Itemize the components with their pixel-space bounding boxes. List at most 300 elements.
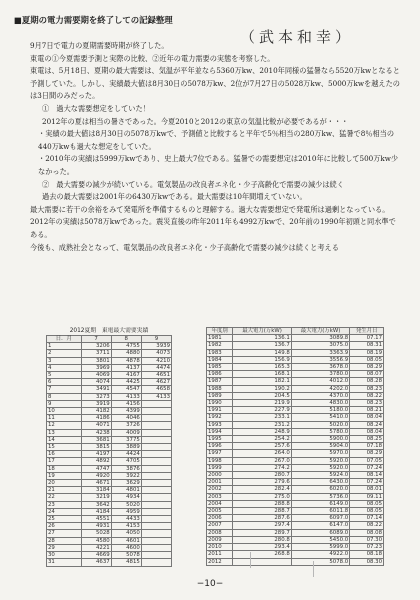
table-cell: 3491 [81, 386, 111, 393]
table-row [207, 450, 384, 457]
table-cell: 3363.9 [291, 349, 349, 356]
table-cell: 29 [47, 544, 82, 551]
table-cell: 297.4 [233, 522, 291, 529]
table-row [207, 479, 384, 486]
table-row [47, 487, 172, 494]
table-cell: 4399 [111, 408, 141, 415]
table-cell: 1983 [207, 349, 233, 356]
table-cell: 4433 [111, 516, 141, 523]
table-row [47, 544, 172, 551]
table-cell: 08.29 [350, 450, 384, 457]
table-header-september: 9 [141, 336, 171, 343]
table-cell: 5999.0 [291, 544, 349, 551]
table-cell: 4182 [81, 408, 111, 415]
table-cell [141, 465, 171, 472]
table-row [47, 422, 172, 429]
annual-demand-table [206, 327, 384, 566]
table-row [47, 400, 172, 407]
table-cell [141, 458, 171, 465]
table-cell: 3184 [81, 487, 111, 494]
table-row [47, 408, 172, 415]
paragraph: 東電の①今夏需要予測と実際の比較、②近年の電力需要の実態を考察した。 [30, 53, 275, 63]
table-cell: 3089.8 [291, 335, 349, 342]
table-cell [141, 559, 171, 566]
table-cell: 4133 [141, 393, 171, 400]
table-cell: 4221 [81, 544, 111, 551]
table-cell [141, 487, 171, 494]
table-cell: 4424 [111, 451, 141, 458]
table-row [207, 515, 384, 522]
table-cell: 2008 [207, 529, 233, 536]
table-cell: 3919 [81, 400, 111, 407]
table-cell: 4959 [111, 508, 141, 515]
table-cell: 21 [47, 487, 82, 494]
table-cell: 24 [47, 508, 82, 515]
table-cell: 254.2 [233, 436, 291, 443]
table-row [207, 508, 384, 515]
table-cell: 136.1 [233, 335, 291, 342]
table-row [47, 472, 172, 479]
table-row [207, 392, 384, 399]
table-cell: 6089.0 [291, 529, 349, 536]
table-cell: 267.0 [233, 457, 291, 464]
table-row [47, 465, 172, 472]
table-cell: 4801 [111, 487, 141, 494]
table-cell: 5028 [81, 530, 111, 537]
scan-mark [313, 561, 314, 577]
table-row [207, 342, 384, 349]
table-cell [141, 408, 171, 415]
table-cell: 279.6 [233, 479, 291, 486]
table-cell: 4671 [81, 480, 111, 487]
table-cell: 12 [47, 422, 82, 429]
table-cell: 08.28 [350, 378, 384, 385]
table-cell: 4551 [81, 516, 111, 523]
table-cell: 1995 [207, 436, 233, 443]
table-cell: 08.05 [350, 356, 384, 363]
table-cell: 233.1 [233, 414, 291, 421]
table-cell: 6 [47, 379, 82, 386]
table-row [207, 486, 384, 493]
table-cell: 5904.0 [291, 443, 349, 450]
table-cell: 6430.0 [291, 479, 349, 486]
table-cell: 6020.0 [291, 486, 349, 493]
table-cell [141, 444, 171, 451]
table-row [47, 537, 172, 544]
table-cell: 293.4 [233, 544, 291, 551]
table-cell: 08.05 [350, 500, 384, 507]
table-cell: 07.30 [350, 536, 384, 543]
table-cell: 08.23 [350, 400, 384, 407]
table-cell: 248.9 [233, 428, 291, 435]
table-cell: 5410.0 [291, 414, 349, 421]
table-cell: 5078.0 [291, 558, 349, 565]
table-cell [141, 508, 171, 515]
table-cell: 3801 [81, 357, 111, 364]
table-cell: 1982 [207, 342, 233, 349]
table-cell: 4547 [111, 386, 141, 393]
table-cell: 2001 [207, 479, 233, 486]
author-signature: （武本和幸） [240, 28, 355, 46]
table-row [207, 522, 384, 529]
table-row [207, 529, 384, 536]
section-heading: ② 最大需要の減少が続いている。電気製品の改良者エネ化・少子高齢化で需要の減少は続く [42, 179, 344, 189]
tables-area [46, 327, 384, 585]
table-row [207, 349, 384, 356]
bullet-paragraph: ・実績の最大値は8月30日の5078万kwで、予測値と比較すると平年で5％相当の280万kw、猛暑で8％相当の440万kwも過大な想定をしていた。 [38, 129, 395, 151]
table-cell: 282.4 [233, 486, 291, 493]
table-cell: 3642 [81, 501, 111, 508]
table-cell: 4137 [111, 364, 141, 371]
paragraph: 2012年の夏は相当の暑さであった。今夏2010と2012の東京の気温比較が必要であるが・・・ [42, 116, 349, 126]
table-row [207, 407, 384, 414]
table-cell: 4627 [141, 379, 171, 386]
table-cell [141, 501, 171, 508]
table-cell: 219.9 [233, 400, 291, 407]
paragraph: 今後も、成熟社会となって、電気製品の改良者エネ化・少子高齢化で需要の減少は続くと考える [30, 242, 339, 252]
table-cell: 20 [47, 480, 82, 487]
table-cell: 08.22 [350, 522, 384, 529]
table-cell: 4069 [81, 372, 111, 379]
table-cell: 2002 [207, 486, 233, 493]
table-cell: 1991 [207, 407, 233, 414]
table-cell: 3780.0 [291, 371, 349, 378]
table-row [207, 414, 384, 421]
table-cell: 4156 [111, 400, 141, 407]
annual-demand-table-box [206, 327, 384, 585]
table-cell: 1999 [207, 464, 233, 471]
table-cell [141, 530, 171, 537]
table-row [47, 436, 172, 443]
section-heading: ① 過大な需要想定をしていた！ [42, 103, 150, 113]
table-header-peak: 最大電力(万kW) [291, 328, 349, 335]
table-cell: 5736.0 [291, 493, 349, 500]
table-cell: 6149.0 [291, 500, 349, 507]
table-row [207, 500, 384, 507]
table-cell: 136.7 [233, 342, 291, 349]
table-header-year: 年度別 [207, 328, 233, 335]
table-cell: 4637 [81, 559, 111, 566]
table-cell [141, 552, 171, 559]
table-cell: 4167 [111, 372, 141, 379]
table-cell [141, 422, 171, 429]
table-cell: 19 [47, 472, 82, 479]
table-cell: 1993 [207, 421, 233, 428]
table-cell: 289.7 [233, 529, 291, 536]
table-cell: 08.04 [350, 428, 384, 435]
table-cell: 1990 [207, 400, 233, 407]
table-cell: 4046 [111, 415, 141, 422]
table-cell: 5900.0 [291, 436, 349, 443]
table-row [207, 558, 384, 565]
table-cell: 3889 [111, 444, 141, 451]
table-cell: 4601 [111, 537, 141, 544]
table-cell: 268.8 [233, 551, 291, 558]
table-row [207, 493, 384, 500]
table-cell: 190.2 [233, 385, 291, 392]
document-body [30, 40, 400, 254]
table-cell: 5 [47, 372, 82, 379]
table-cell: 2000 [207, 472, 233, 479]
table-cell: 5970.0 [291, 450, 349, 457]
table-cell: 23 [47, 501, 82, 508]
table-row [47, 357, 172, 364]
table-cell: 1984 [207, 356, 233, 363]
table-cell: 2012 [207, 558, 233, 565]
table-cell: 4238 [81, 429, 111, 436]
table-cell: 5920.0 [291, 464, 349, 471]
table-cell: 1981 [207, 335, 233, 342]
table-cell: 08.21 [350, 407, 384, 414]
page-number: −10− [196, 579, 224, 589]
table-cell: 08.25 [350, 436, 384, 443]
table-cell: 31 [47, 559, 82, 566]
table-cell: 4669 [81, 552, 111, 559]
table-row [207, 428, 384, 435]
table-row [47, 364, 172, 371]
table-cell: 28 [47, 537, 82, 544]
table-cell: 4133 [111, 393, 141, 400]
table-cell: 5078 [111, 552, 141, 559]
table-cell [141, 523, 171, 530]
table-row [207, 371, 384, 378]
table-cell: 8 [47, 393, 82, 400]
table-cell: 227.9 [233, 407, 291, 414]
bullet-paragraph: ・2010年の実績は5999万kwであり、史上最大7位である。猛暑での需要想定は2010年に比較して500万kw少なかった。 [38, 154, 399, 176]
table-cell: 5924.0 [291, 472, 349, 479]
table-cell [141, 480, 171, 487]
table-cell: 08.22 [350, 392, 384, 399]
table-cell: 4197 [81, 451, 111, 458]
table-cell: 4705 [111, 458, 141, 465]
table-cell: 1997 [207, 450, 233, 457]
table-cell: 5020 [111, 501, 141, 508]
table-cell: 4880 [111, 350, 141, 357]
table-cell: 3815 [81, 444, 111, 451]
table-row [207, 551, 384, 558]
table-cell: 3273 [81, 393, 111, 400]
table-cell: 07.24 [350, 464, 384, 471]
table-cell [141, 429, 171, 436]
table-row [47, 343, 172, 350]
table-cell: 182.1 [233, 378, 291, 385]
table-cell [141, 451, 171, 458]
table-cell: 287.6 [233, 515, 291, 522]
table-cell: 4 [47, 364, 82, 371]
table-cell: 13 [47, 429, 82, 436]
table-cell: 3775 [111, 436, 141, 443]
paragraph: 9月7日で電力の夏期需要時期が終了した。 [30, 41, 169, 50]
paragraph: 東電は、5月18日、夏期の最大需要は、気温が平年並なら5360万kw、2010年同様の猛暑なら5520万kwとなると予測していた。しかし、実績最大値は8月30日の5078万kw、2位が7月27日の5028万kw、5000万kwを越えたのは3日間のみだった。 [30, 66, 400, 101]
table-cell: 2 [47, 350, 82, 357]
table-cell: 1986 [207, 371, 233, 378]
table-row [207, 464, 384, 471]
table-cell: 25 [47, 516, 82, 523]
table-cell: 08.14 [350, 472, 384, 479]
table-row [207, 544, 384, 551]
table-cell: 08.08 [350, 529, 384, 536]
table-cell: 22 [47, 494, 82, 501]
paragraph: 過去の最大需要は2001年の6430万kwである。最大需要は10年間増えていない。 [42, 192, 307, 202]
table-cell: 07.23 [350, 544, 384, 551]
table-cell: 08.30 [350, 558, 384, 565]
table-cell: 257.6 [233, 443, 291, 450]
table-cell: 2003 [207, 493, 233, 500]
table-cell: 9 [47, 400, 82, 407]
table-cell: 4600 [111, 544, 141, 551]
table-cell: 156.9 [233, 356, 291, 363]
table-cell: 08.05 [350, 508, 384, 515]
table-cell: 5450.0 [291, 536, 349, 543]
table-cell: 1985 [207, 364, 233, 371]
table-row [47, 480, 172, 487]
table-cell: 2004 [207, 500, 233, 507]
table-row [207, 335, 384, 342]
daily-demand-table-body [47, 343, 172, 566]
daily-demand-table-box [46, 327, 172, 585]
table-cell: 1992 [207, 414, 233, 421]
table-cell: 4878 [111, 357, 141, 364]
table-cell: 3681 [81, 436, 111, 443]
table-cell: 4425 [111, 379, 141, 386]
table-cell: 1987 [207, 378, 233, 385]
table-row [47, 379, 172, 386]
table-cell: 07.17 [350, 335, 384, 342]
table-cell: 3629 [111, 480, 141, 487]
table-cell: 08.07 [350, 371, 384, 378]
table-cell: 4186 [81, 415, 111, 422]
table-cell: 18 [47, 465, 82, 472]
table-cell: 4210 [141, 357, 171, 364]
table-row [47, 501, 172, 508]
table-cell: 204.5 [233, 392, 291, 399]
table-row [47, 451, 172, 458]
daily-demand-table [46, 335, 172, 567]
table-cell: 4074 [81, 379, 111, 386]
table-row [207, 472, 384, 479]
table-cell: 3876 [111, 465, 141, 472]
table-cell: 26 [47, 523, 82, 530]
table-cell: 280.7 [233, 472, 291, 479]
table-cell: 1988 [207, 385, 233, 392]
table-cell: 3206 [81, 343, 111, 350]
table-cell: 4009 [111, 429, 141, 436]
table-row [47, 415, 172, 422]
table-cell [141, 516, 171, 523]
annual-demand-table-body [207, 335, 384, 566]
document-heading: ■夏期の電力需要期を終了しての記録整理 [14, 15, 173, 25]
table-row [207, 536, 384, 543]
table-cell: 17 [47, 458, 82, 465]
table-cell: 11 [47, 415, 82, 422]
table-cell: 08.19 [350, 349, 384, 356]
table-cell: 08.04 [350, 414, 384, 421]
table-cell [141, 400, 171, 407]
table-cell: 4892 [81, 458, 111, 465]
table-cell: 16 [47, 451, 82, 458]
table-cell: 3726 [111, 422, 141, 429]
table-row [47, 372, 172, 379]
table-header-day: 日．月 [47, 336, 82, 343]
table-cell: 3 [47, 357, 82, 364]
table-cell: 4920 [81, 472, 111, 479]
table-cell: 08.18 [350, 551, 384, 558]
table-cell [141, 472, 171, 479]
table-header-july: 7 [81, 336, 111, 343]
table-cell: 08.01 [350, 486, 384, 493]
table-row [47, 429, 172, 436]
table-row [207, 378, 384, 385]
table-cell: 274.2 [233, 464, 291, 471]
table-row [207, 356, 384, 363]
table-cell [141, 436, 171, 443]
table-cell: 5780.0 [291, 428, 349, 435]
scan-mark [250, 552, 251, 568]
table-cell: 4815 [111, 559, 141, 566]
table-header-row [47, 336, 172, 343]
table-cell: 09.11 [350, 493, 384, 500]
table-row [207, 421, 384, 428]
table-cell: 2006 [207, 515, 233, 522]
table-cell: 14 [47, 436, 82, 443]
table-cell [141, 544, 171, 551]
table-cell: 149.8 [233, 349, 291, 356]
table-cell: 4071 [81, 422, 111, 429]
table-cell: 08.31 [350, 342, 384, 349]
table-cell: 08.24 [350, 421, 384, 428]
table-cell: 3219 [81, 494, 111, 501]
table-cell: 3075.0 [291, 342, 349, 349]
table-cell: 4830.0 [291, 400, 349, 407]
paragraph: 2012年の実績は5078万kwであった。震災直後の昨年2011年も4992万kwで、20年前の1990年初頭と同水準である。 [30, 217, 396, 239]
table-row [47, 559, 172, 566]
table-cell: 6011.8 [291, 508, 349, 515]
table-cell [141, 494, 171, 501]
table-cell: 4747 [81, 465, 111, 472]
table-cell [233, 558, 291, 565]
table-row [47, 458, 172, 465]
table-cell: 4073 [141, 350, 171, 357]
table-cell: 10 [47, 408, 82, 415]
daily-demand-table-title: 2012夏期 東電最大需要実績 [69, 328, 149, 334]
table-row [47, 508, 172, 515]
table-cell: 288.8 [233, 500, 291, 507]
table-row [207, 385, 384, 392]
table-cell: 288.7 [233, 508, 291, 515]
table-cell: 1996 [207, 443, 233, 450]
table-cell: 4153 [111, 523, 141, 530]
table-cell: 07.05 [350, 457, 384, 464]
table-cell: 4474 [141, 364, 171, 371]
table-cell: 1994 [207, 428, 233, 435]
table-cell: 2011 [207, 551, 233, 558]
table-cell: 2009 [207, 536, 233, 543]
table-cell: 3969 [81, 364, 111, 371]
table-row [207, 364, 384, 371]
table-header-august: 8 [111, 336, 141, 343]
table-cell: 3922 [111, 472, 141, 479]
table-cell: 2010 [207, 544, 233, 551]
table-row [47, 552, 172, 559]
table-cell: 30 [47, 552, 82, 559]
table-cell: 6097.0 [291, 515, 349, 522]
table-row [207, 436, 384, 443]
table-row [47, 530, 172, 537]
table-cell: 231.2 [233, 421, 291, 428]
table-cell: 3556.9 [291, 356, 349, 363]
table-cell: 3678.0 [291, 364, 349, 371]
paragraph: 最大需要に若干の余裕をみて発電所を準備するものと理解する。過大な需要想定で発電所は過剰となっている。 [30, 204, 390, 214]
